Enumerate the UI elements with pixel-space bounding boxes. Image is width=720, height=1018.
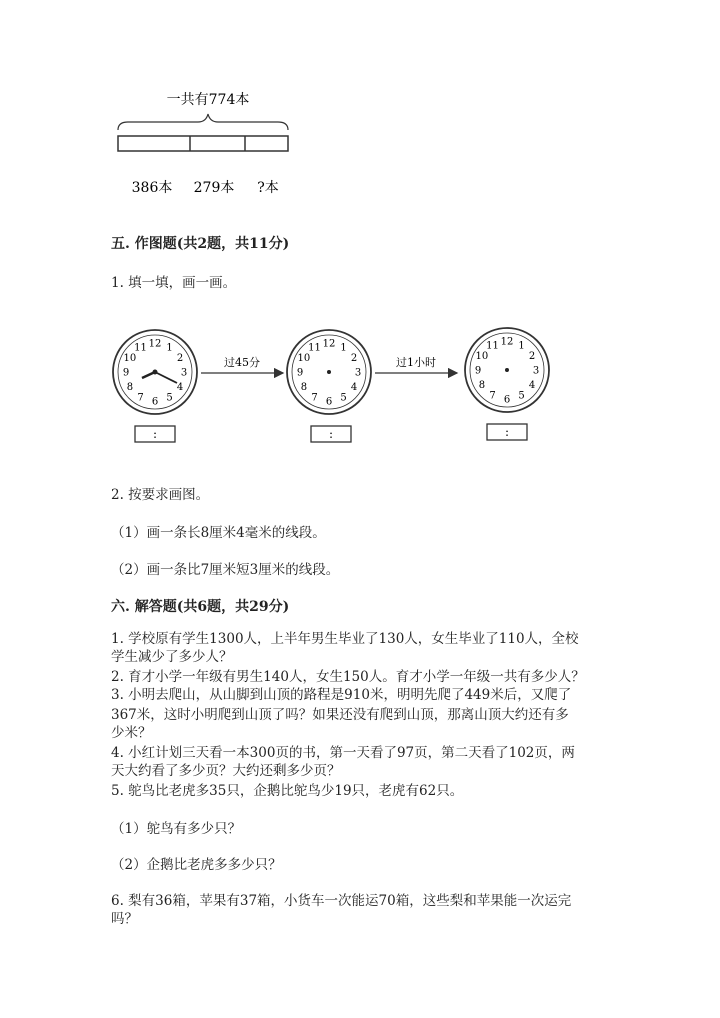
clock-3-number-2: 2 <box>528 351 536 362</box>
clock-2-number-11: 11 <box>308 342 321 354</box>
clock-1-answer-colon: : <box>152 427 158 441</box>
clock-2-number-12: 12 <box>322 338 336 350</box>
clock-3 <box>465 328 549 412</box>
clock-3-number-3: 3 <box>532 365 540 377</box>
bar-outline <box>118 136 288 151</box>
clock-2-number-9: 9 <box>296 367 304 379</box>
section5-q1: 1. 填一填，画一画。 <box>111 275 237 291</box>
clock-1-number-7: 7 <box>137 392 144 404</box>
clock-3-number-12: 12 <box>500 336 514 348</box>
clock-3-number-10: 10 <box>475 351 489 362</box>
q1-line-1: 1. 学校原有学生1300人，上半年男生毕业了130人，女生毕业了110人，全校 <box>111 631 579 647</box>
clock-1-minute-hand <box>155 372 177 383</box>
q4-line-1: 4. 小红计划三天看一本300页的书，第一天看了97页，第二天看了102页，两 <box>111 745 575 761</box>
clock-1-number-5: 5 <box>166 392 173 404</box>
clock-1-number-11: 11 <box>134 342 147 354</box>
q3-line-3: 少米？ <box>111 725 152 741</box>
clock-1-answer-box[interactable] <box>135 426 175 442</box>
clocks-diagram <box>105 318 575 448</box>
bar-diagram <box>100 80 310 210</box>
section5-q2: 2. 按要求画图。 <box>111 487 210 503</box>
clock-3-number-8: 8 <box>478 380 486 391</box>
clock-1-number-8: 8 <box>126 382 134 393</box>
bar-brace <box>118 114 288 130</box>
clock-1-number-12: 12 <box>148 338 162 350</box>
section5-q2-sub1: （1）画一条长8厘米4毫米的线段。 <box>111 525 326 541</box>
q4-line-2: 天大约看了多少页？大约还剩多少页？ <box>111 763 341 779</box>
q3-line-2: 367米，这时小明爬到山顶了吗？如果还没有爬到山顶，那离山顶大约还有多 <box>111 707 569 723</box>
clock-3-number-11: 11 <box>486 340 499 352</box>
q3-line-1: 3. 小明去爬山，从山脚到山顶的路程是910米，明明先爬了449米后，又爬了 <box>111 687 572 703</box>
clock-2-number-6: 6 <box>325 396 333 408</box>
clock-2-answer-colon: : <box>328 427 334 441</box>
section5-title: 五. 作图题(共2题，共11分) <box>111 236 290 252</box>
q1-line-2: 学生减少了多少人？ <box>111 649 233 665</box>
clock-3-number-5: 5 <box>518 390 525 402</box>
arrow-2-label: 过1小时 <box>396 356 436 369</box>
clock-2-number-1: 1 <box>340 342 347 354</box>
clock-2-number-7: 7 <box>311 392 318 404</box>
clock-2-number-10: 10 <box>297 353 311 364</box>
clock-1-number-1: 1 <box>166 342 173 354</box>
q6-line-2: 吗？ <box>111 911 138 927</box>
arrow-1-label: 过45分 <box>224 356 260 369</box>
clock-1-number-2: 2 <box>176 353 184 364</box>
clock-2-number-4: 4 <box>350 382 358 393</box>
clock-3-answer-box[interactable] <box>487 424 527 440</box>
clock-1-number-6: 6 <box>151 396 159 408</box>
clock-2-number-8: 8 <box>300 382 308 393</box>
bar-total-label: 一共有774本 <box>166 92 250 108</box>
section6-title: 六. 解答题(共6题，共29分) <box>111 599 290 615</box>
q5-sub1: （1）鸵鸟有多少只？ <box>111 821 242 837</box>
bar-segment-label-3: ?本 <box>257 180 279 196</box>
q2-line-1: 2. 育才小学一年级有男生140人，女生150人。育才小学一年级一共有多少人？ <box>111 669 585 685</box>
clock-1-number-4: 4 <box>176 382 184 393</box>
clock-1-number-10: 10 <box>123 353 137 364</box>
clock-2-number-3: 3 <box>354 367 362 379</box>
bar-segment-label-2: 279本 <box>193 180 235 196</box>
clock-2-number-2: 2 <box>350 353 358 364</box>
q5-line-1: 5. 鸵鸟比老虎多35只，企鹅比鸵鸟少19只，老虎有62只。 <box>111 783 464 799</box>
clock-3-number-9: 9 <box>474 365 482 377</box>
clock-1-number-9: 9 <box>122 367 130 379</box>
clock-1-number-3: 3 <box>180 367 188 379</box>
clock-2-number-5: 5 <box>340 392 347 404</box>
q6-line-1: 6. 梨有36箱，苹果有37箱，小货车一次能运70箱，这些梨和苹果能一次运完 <box>111 893 572 909</box>
bar-segment-label-1: 386本 <box>131 180 173 196</box>
clock-2-answer-box[interactable] <box>311 426 351 442</box>
clock-3-answer-colon: : <box>504 425 510 439</box>
clock-2 <box>287 330 371 414</box>
clock-3-number-6: 6 <box>503 394 511 406</box>
clock-3-number-4: 4 <box>528 380 536 391</box>
clock-3-number-7: 7 <box>489 390 496 402</box>
clock-1 <box>113 330 197 414</box>
q5-sub2: （2）企鹅比老虎多多少只？ <box>111 857 282 873</box>
section5-q2-sub2: （2）画一条比7厘米短3厘米的线段。 <box>111 562 340 578</box>
clock-3-number-1: 1 <box>518 340 525 352</box>
